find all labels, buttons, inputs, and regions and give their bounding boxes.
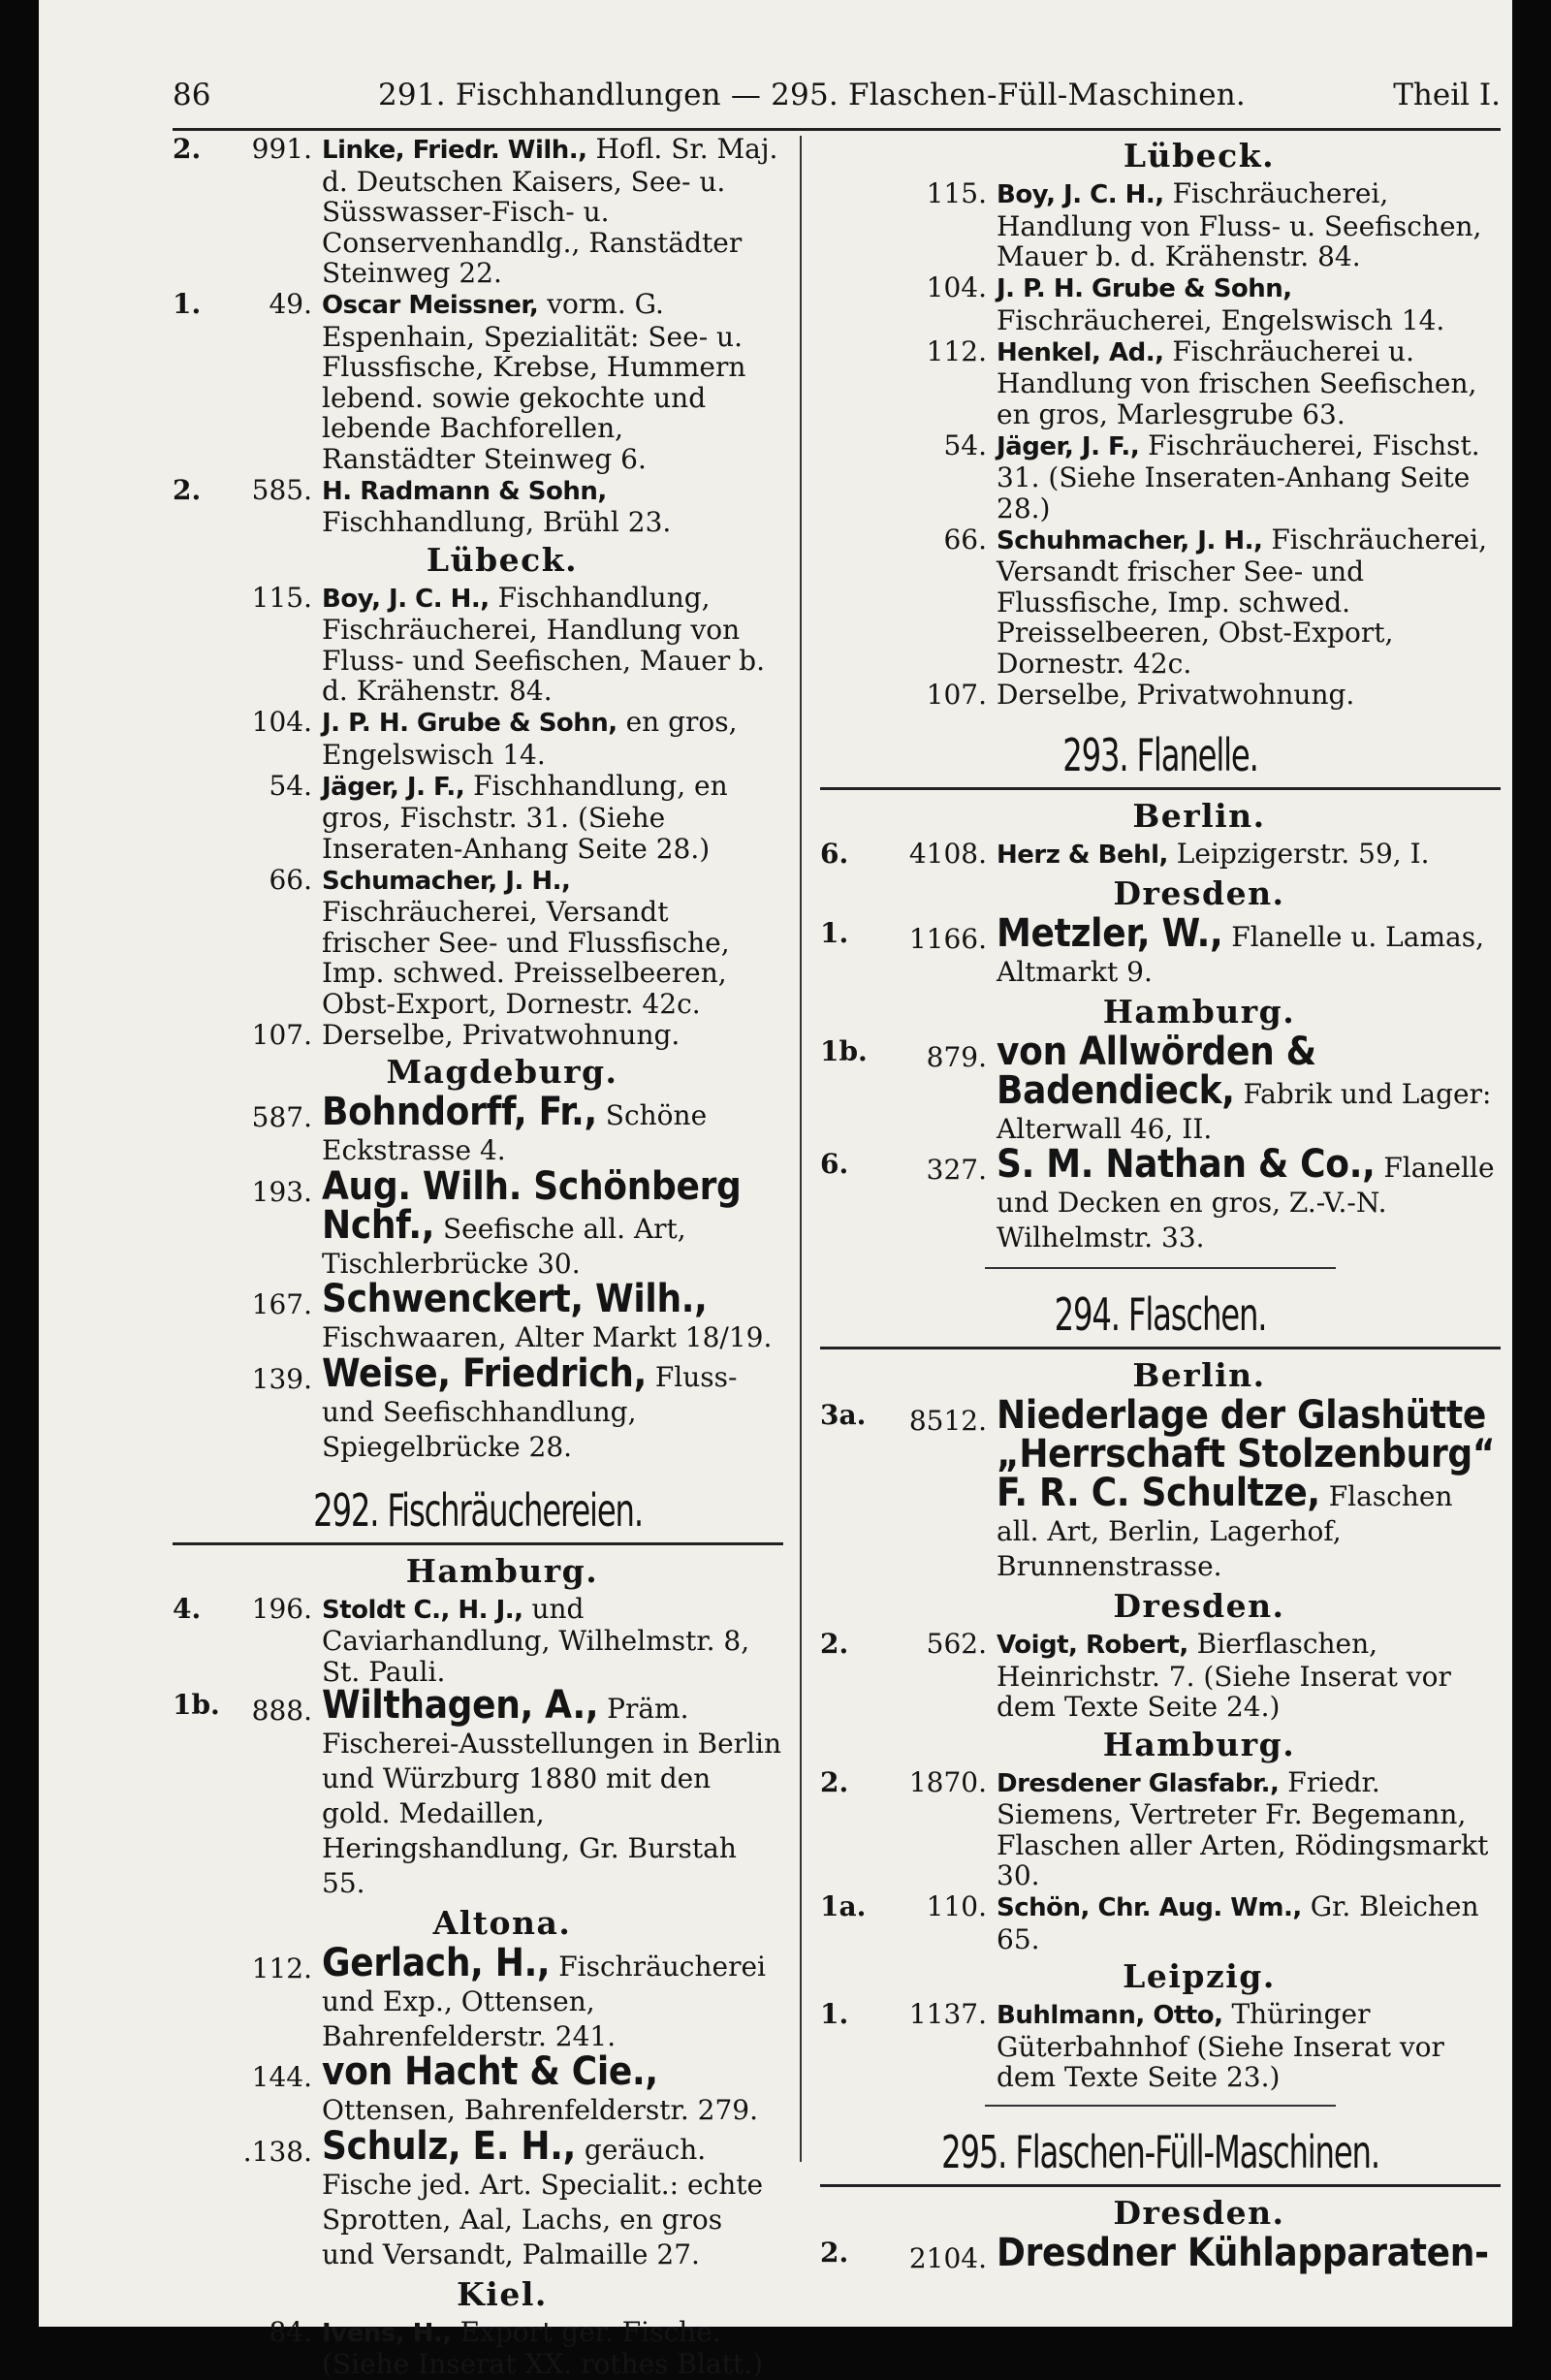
- volume-label: Theil I.: [1393, 68, 1501, 122]
- entry-description: Fischräucherei, Handlung von Fluss- u. Seefischen, Mauer b. d. Krähenstr. 84.: [997, 177, 1481, 272]
- entry-number: 54.: [943, 430, 987, 461]
- dresden-bottle-list: [820, 1629, 1501, 1723]
- entry-number: 888.: [252, 1694, 312, 1729]
- entry-number: 139.: [252, 1362, 312, 1397]
- company-name: Gerlach, H.,: [322, 1941, 550, 1985]
- directory-entry: [173, 2129, 783, 2272]
- entry-number: 585.: [252, 475, 312, 506]
- directory-entry: [820, 1629, 1501, 1723]
- entry-description: Fischräucherei u. Handlung von frischen Seefischen, en gros, Marlesgrube 63.: [997, 335, 1476, 430]
- tax-class: 2.: [820, 1629, 848, 1660]
- city-heading-dresden: Dresden.: [820, 2195, 1501, 2232]
- directory-entry: [173, 2317, 783, 2380]
- company-name: Schwenckert, Wilh.,: [322, 1277, 708, 1321]
- section-title-293: 293. Flanelle.: [895, 723, 1426, 787]
- dresden-filling-machine-list: [820, 2236, 1501, 2274]
- directory-entry: [173, 1356, 783, 1465]
- directory-entry: [173, 707, 783, 770]
- entry-number: 587.: [252, 1100, 312, 1135]
- section-rule: [173, 1542, 783, 1545]
- section-separator: [985, 2105, 1336, 2107]
- entry-description: Leipzigerstr. 59, I.: [1177, 838, 1430, 870]
- tax-class: 1.: [820, 1999, 848, 2030]
- luebeck-fish-list: [173, 583, 783, 1051]
- entry-description: Fischräucherei, Fischst. 31. (Siehe Inseraten-Anhang Seite 28.): [997, 429, 1480, 524]
- altona-smokehouse-list: [173, 1946, 783, 2272]
- directory-entry: [820, 1767, 1501, 1891]
- entry-description: Fischhandlung, Fischräucherei, Handlung von Fluss- und Seefischen, Mauer b. d. Krähenstr. 84.: [322, 582, 765, 708]
- entry-description: Export ger. Fische. (Siehe Inserat XX. rothes Blatt.): [322, 2316, 763, 2380]
- tax-class: 6.: [820, 839, 848, 870]
- section-title-295: 295. Flaschen-Füll-Maschinen.: [895, 2120, 1426, 2184]
- company-name: J. P. H. Grube & Sohn,: [322, 709, 617, 738]
- company-name: Boy, J. C. H.,: [322, 585, 490, 614]
- right-column: [820, 134, 1501, 2274]
- hamburg-smokehouse-list: [173, 1594, 783, 1901]
- tax-class: 1a.: [820, 1891, 866, 1922]
- entry-description: Seefische all. Art, Tischlerbrücke 30.: [322, 1213, 686, 1280]
- company-name: Niederlage der Glashütte „Herrschaft Stolzenburg“ F. R. C. Schultze,: [997, 1393, 1495, 1515]
- directory-entry: [820, 1999, 1501, 2093]
- tax-class: 6.: [820, 1147, 848, 1182]
- entry-number: 879.: [927, 1040, 987, 1075]
- hamburg-flannel-list: [820, 1034, 1501, 1256]
- directory-entry: [173, 289, 783, 474]
- entry-number: 1137.: [909, 1999, 987, 2030]
- dresden-flannel-list: [820, 916, 1501, 990]
- entry-description: Präm. Fischerei-Ausstellungen in Berlin und Würzburg 1880 mit den gold. Medaillen, Heringshandlung, Gr. Burstah 55.: [322, 1693, 781, 1899]
- directory-entry: [173, 475, 783, 538]
- entry-description: Gr. Bleichen 65.: [997, 1890, 1479, 1955]
- entry-number: 562.: [927, 1629, 987, 1660]
- directory-entry: [173, 1946, 783, 2054]
- leipzig-bottle-list: [820, 1999, 1501, 2093]
- entry-number: 104.: [927, 272, 987, 303]
- directory-entry: [173, 134, 783, 289]
- section-292: [173, 1478, 783, 1545]
- entry-description: und Caviarhandlung, Wilhelmstr. 8, St. Pauli.: [322, 1593, 749, 1688]
- section-rule: [820, 787, 1501, 790]
- directory-entry: [820, 1891, 1501, 1954]
- city-heading-dresden: Dresden.: [820, 875, 1501, 912]
- company-name: Jäger, J. F.,: [322, 773, 464, 802]
- entry-description: Flanelle u. Lamas, Altmarkt 9.: [997, 921, 1484, 988]
- entry-number: 66.: [943, 524, 987, 555]
- directory-entry: [820, 272, 1501, 335]
- directory-entry: [173, 1095, 783, 1168]
- entry-number: 8512.: [909, 1404, 987, 1439]
- company-name: Henkel, Ad.,: [997, 338, 1163, 367]
- entry-description: Fabrik und Lager: Alterwall 46, II.: [997, 1078, 1491, 1145]
- tax-class: 4.: [173, 1594, 201, 1625]
- entry-description: Fischräucherei, Versandt frischer See- und Flussfische, Imp. schwed. Preisselbeeren, Obst-Export, Dornestr. 42c.: [997, 524, 1487, 680]
- city-heading-altona: Altona.: [173, 1905, 783, 1942]
- section-rule: [820, 1347, 1501, 1349]
- tax-class: 1.: [173, 289, 201, 320]
- company-name: Aug. Wilh. Schönberg Nchf.,: [322, 1164, 742, 1248]
- entry-description: geräuch. Fische jed. Art. Specialit.: echte Sprotten, Aal, Lachs, en gros und Versandt, Palmaille 27.: [322, 2134, 763, 2270]
- entry-description: Ottensen, Bahrenfelderstr. 279.: [322, 2094, 758, 2126]
- company-name: J. P. H. Grube & Sohn,: [997, 274, 1292, 303]
- company-name: H. Radmann & Sohn,: [322, 477, 607, 506]
- entry-number: 167.: [252, 1287, 312, 1322]
- entry-description: Friedr. Siemens, Vertreter Fr. Begemann, Flaschen aller Arten, Rödingsmarkt 30.: [997, 1766, 1488, 1892]
- entry-description: Flanelle und Decken en gros, Z.-V.-N. Wilhelmstr. 33.: [997, 1152, 1495, 1253]
- directory-entry: [173, 1282, 783, 1355]
- section-rule: [820, 2184, 1501, 2187]
- company-name: S. M. Nathan & Co.,: [997, 1142, 1375, 1187]
- section-295: [820, 2120, 1501, 2187]
- directory-entry: [820, 2236, 1501, 2274]
- company-name: Jäger, J. F.,: [997, 432, 1139, 461]
- hamburg-bottle-list: [820, 1767, 1501, 1955]
- company-name: Voigt, Robert,: [997, 1631, 1188, 1660]
- company-name: Schuhmacher, J. H.,: [997, 526, 1262, 555]
- entry-description: Derselbe, Privatwohnung.: [322, 1019, 680, 1051]
- page-header: [173, 68, 1501, 122]
- berlin-flannel-list: [820, 839, 1501, 872]
- directory-entry: [173, 2054, 783, 2128]
- tax-class: 2.: [173, 475, 201, 506]
- directory-entry: [820, 524, 1501, 680]
- entry-number: 107.: [252, 1020, 312, 1051]
- entry-number: 115.: [252, 583, 312, 614]
- company-name: Stoldt C., H. J.,: [322, 1596, 523, 1625]
- tax-class: 1b.: [173, 1688, 220, 1723]
- company-name: Linke, Friedr. Wilh.,: [322, 136, 587, 165]
- entry-number: 112.: [252, 1952, 312, 1986]
- city-heading-magdeburg: Magdeburg.: [173, 1054, 783, 1091]
- company-name: Buhlmann, Otto,: [997, 2001, 1223, 2030]
- company-name: Dresdner Kühlapparaten-: [997, 2231, 1489, 2275]
- city-heading-leipzig: Leipzig.: [820, 1958, 1501, 1995]
- entry-number: .138.: [243, 2135, 312, 2170]
- entry-number: 196.: [252, 1594, 312, 1625]
- company-name: Boy, J. C. H.,: [997, 180, 1164, 209]
- city-heading-kiel: Kiel.: [173, 2276, 783, 2313]
- directory-entry: [820, 680, 1501, 711]
- column-divider: [800, 136, 802, 2162]
- berlin-bottle-list: [820, 1398, 1501, 1584]
- entry-number: 2104.: [909, 2241, 987, 2276]
- kiel-smokehouse-list: [173, 2317, 783, 2380]
- entry-description: Derselbe, Privatwohnung.: [997, 679, 1354, 711]
- luebeck-smokehouse-list: [820, 178, 1501, 710]
- entry-description: Bierflaschen, Heinrichstr. 7. (Siehe Inserat vor dem Texte Seite 24.): [997, 1628, 1451, 1723]
- entry-description: Thüringer Güterbahnhof (Siehe Inserat vor dem Texte Seite 23.): [997, 1998, 1444, 2093]
- tax-class: 2.: [820, 1767, 848, 1798]
- company-name: Ivens, H.,: [322, 2319, 452, 2348]
- running-title: 291. Fischhandlungen — 295. Flaschen-Füll-Maschinen.: [378, 68, 1246, 122]
- directory-entry: [820, 178, 1501, 272]
- header-rule: [173, 128, 1501, 131]
- tax-class: 2.: [820, 2236, 848, 2270]
- tax-class: 1.: [820, 916, 848, 951]
- entry-number: 54.: [269, 771, 312, 802]
- city-heading-hamburg: Hamburg.: [820, 994, 1501, 1031]
- entry-description: Fischräucherei, Versandt frischer See- und Flussfische, Imp. schwed. Preisselbeeren, Obst-Export, Dornestr. 42c.: [322, 896, 730, 1020]
- entry-number: 84.: [269, 2317, 312, 2348]
- entry-number: 1166.: [909, 922, 987, 957]
- city-heading-luebeck: Lübeck.: [820, 138, 1501, 175]
- section-separator: [985, 1267, 1336, 1269]
- entry-description: Fischhandlung, Brühl 23.: [322, 506, 671, 538]
- section-294: [820, 1283, 1501, 1349]
- city-heading-dresden: Dresden.: [820, 1588, 1501, 1625]
- directory-entry: [820, 1034, 1501, 1147]
- city-heading-berlin: Berlin.: [820, 798, 1501, 835]
- entry-number: 115.: [927, 178, 987, 209]
- directory-entry: [173, 1594, 783, 1688]
- entry-number: 4108.: [909, 839, 987, 870]
- company-name: von Hacht & Cie.,: [322, 2049, 658, 2094]
- leipzig-fish-list: [173, 134, 783, 538]
- city-heading-luebeck: Lübeck.: [173, 542, 783, 579]
- company-name: Herz & Behl,: [997, 841, 1168, 870]
- entry-number: 1870.: [909, 1767, 987, 1798]
- company-name: Weise, Friedrich,: [322, 1351, 647, 1396]
- directory-entry: [820, 839, 1501, 872]
- directory-entry: [820, 1398, 1501, 1584]
- entry-description: Schöne Eckstrasse 4.: [322, 1099, 707, 1166]
- directory-entry: [173, 1020, 783, 1051]
- directory-entry: [820, 430, 1501, 524]
- entry-number: 991.: [252, 134, 312, 165]
- directory-entry: [820, 1147, 1501, 1255]
- entry-number: 327.: [927, 1153, 987, 1188]
- company-name: Wilthagen, A.,: [322, 1683, 598, 1728]
- tax-class: 3a.: [820, 1398, 866, 1433]
- company-name: Bohndorff, Fr.,: [322, 1090, 597, 1134]
- directory-entry: [173, 865, 783, 1020]
- directory-entry: [173, 1688, 783, 1901]
- entry-description: Fischhandlung, en gros, Fischstr. 31. (Siehe Inseraten-Anhang Seite 28.): [322, 770, 728, 865]
- left-column: [173, 134, 783, 2380]
- magdeburg-fish-list: [173, 1095, 783, 1465]
- entry-number: 107.: [927, 680, 987, 711]
- entry-description: vorm. G. Espenhain, Spezialität: See- u. Flussfische, Krebse, Hummern lebend. sowie gekochte und lebende Bachforellen, Ranstädter Steinweg 6.: [322, 288, 745, 475]
- section-title-292: 292. Fischräuchereien.: [239, 1478, 715, 1542]
- directory-page: [39, 0, 1512, 2327]
- directory-entry: [173, 771, 783, 865]
- company-name: Schön, Chr. Aug. Wm.,: [997, 1893, 1302, 1922]
- city-heading-berlin: Berlin.: [820, 1357, 1501, 1394]
- directory-entry: [820, 336, 1501, 430]
- tax-class: 1b.: [820, 1034, 868, 1069]
- entry-description: Fischwaaren, Alter Markt 18/19.: [322, 1321, 772, 1353]
- company-name: Oscar Meissner,: [322, 291, 538, 320]
- company-name: Schulz, E. H.,: [322, 2124, 576, 2169]
- company-name: von Allwörden & Badendieck,: [997, 1030, 1316, 1113]
- entry-number: 66.: [269, 865, 312, 896]
- directory-entry: [820, 916, 1501, 990]
- page-number: 86: [173, 68, 210, 122]
- directory-entry: [173, 1169, 783, 1282]
- entry-number: 112.: [927, 336, 987, 367]
- section-title-294: 294. Flaschen.: [895, 1283, 1426, 1347]
- entry-description: Fischräucherei, Engelswisch 14.: [997, 304, 1444, 336]
- tax-class: 2.: [173, 134, 201, 165]
- entry-number: 110.: [927, 1891, 987, 1922]
- entry-number: 49.: [269, 289, 312, 320]
- city-heading-hamburg: Hamburg.: [173, 1553, 783, 1590]
- company-name: Metzler, W.,: [997, 911, 1222, 956]
- company-name: Schumacher, J. H.,: [322, 867, 570, 896]
- section-293: [820, 723, 1501, 790]
- company-name: Dresdener Glasfabr.,: [997, 1769, 1279, 1798]
- entry-description: Fluss- und Seefischhandlung, Spiegelbrücke 28.: [322, 1361, 737, 1463]
- entry-description: Flaschen all. Art, Berlin, Lagerhof, Brunnenstrasse.: [997, 1480, 1452, 1582]
- entry-number: 104.: [252, 707, 312, 738]
- entry-description: Hofl. Sr. Maj. d. Deutschen Kaisers, See- u. Süsswasser-Fisch- u. Conservenhandlg., Ranstädter Steinweg 22.: [322, 133, 777, 289]
- entry-number: 144.: [252, 2060, 312, 2095]
- entry-description: Fischräucherei und Exp., Ottensen, Bahrenfelderstr. 241.: [322, 1951, 766, 2052]
- entry-number: 193.: [252, 1175, 312, 1210]
- entry-description: en gros, Engelswisch 14.: [322, 706, 738, 771]
- city-heading-hamburg: Hamburg.: [820, 1727, 1501, 1763]
- directory-entry: [173, 583, 783, 707]
